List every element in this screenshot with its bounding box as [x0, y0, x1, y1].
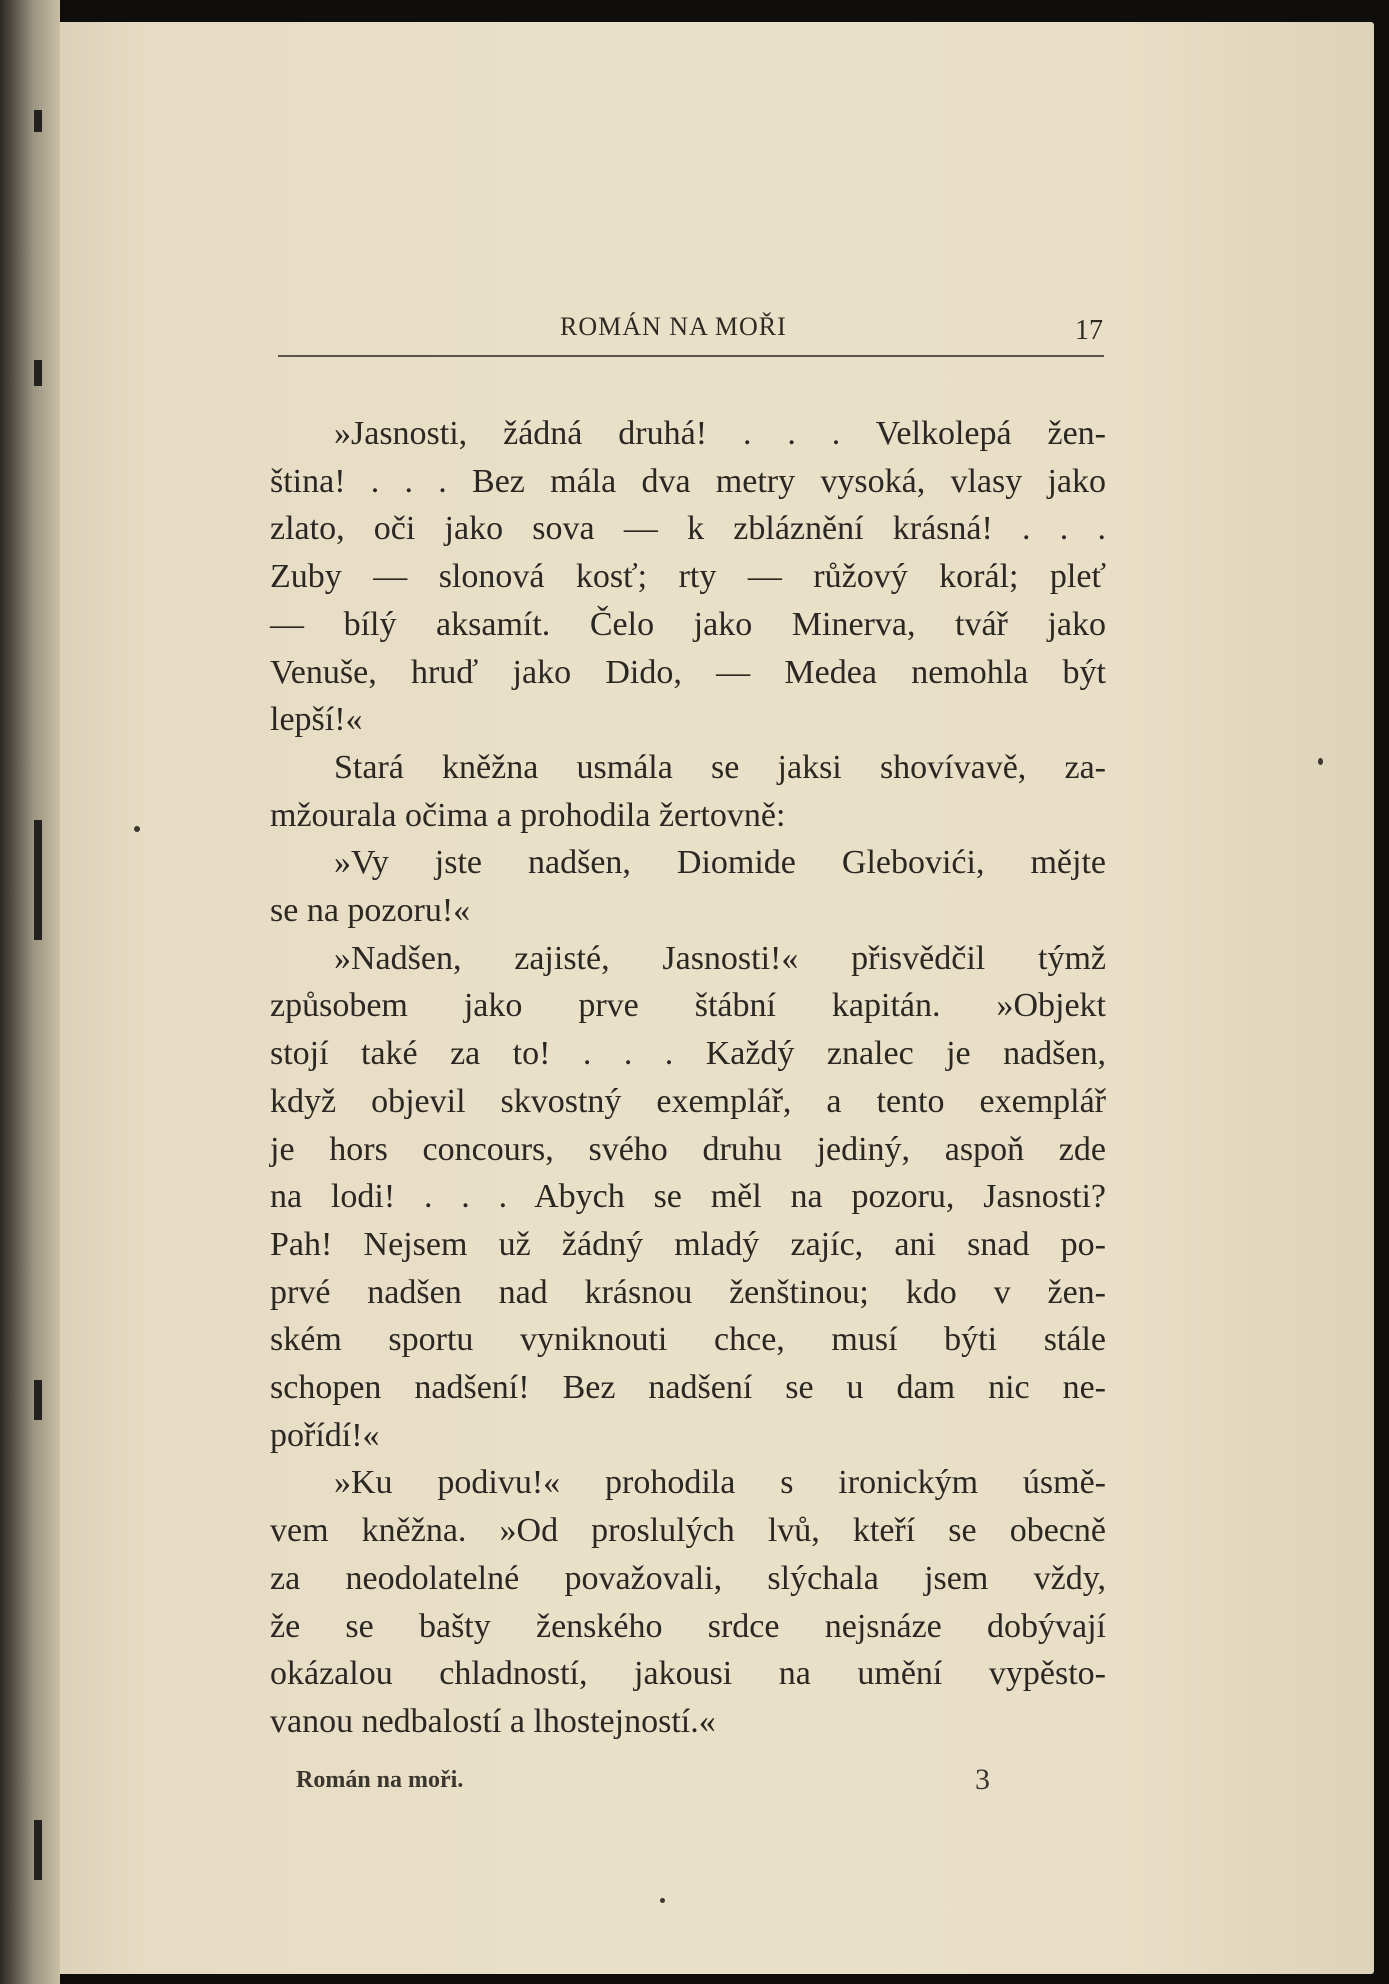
paper-speck	[660, 1898, 665, 1903]
text-line: vanou nedbalostí a lhostejností.«	[270, 1702, 716, 1740]
text-line: Venuše, hruď jako Dido, — Medea nemohla být	[270, 653, 1106, 691]
text-line: »Vy jste nadšen, Diomide Glebovići, mějte	[334, 844, 1106, 882]
text-line: prvé nadšen nad krásnou ženštinou; kdo v žen-	[270, 1273, 1106, 1311]
text-line: — bílý aksamít. Čelo jako Minerva, tvář jako	[270, 605, 1106, 643]
text-line: vem kněžna. »Od proslulých lvů, kteří se obecně	[270, 1512, 1106, 1550]
spine-stitch	[34, 360, 42, 386]
spine-stitch	[34, 820, 42, 940]
text-line: schopen nadšení! Bez nadšení se u dam nic ne-	[270, 1369, 1106, 1407]
text-line: za neodolatelné považovali, slýchala jsem vždy,	[270, 1559, 1106, 1597]
text-line: Pah! Nejsem už žádný mladý zajíc, ani snad po-	[270, 1225, 1106, 1263]
text-line: ském sportu vyniknouti chce, musí býti stále	[270, 1321, 1106, 1359]
body-text	[270, 410, 1106, 1746]
text-line: »Jasnosti, žádná druhá! . . . Velkolepá žen-	[334, 415, 1106, 452]
text-line: okázalou chladností, jakousi na umění vypěsto-	[270, 1655, 1106, 1693]
sheet-number: 3	[975, 1763, 990, 1796]
text-line: pořídí!«	[270, 1416, 380, 1454]
paper-speck	[134, 826, 140, 832]
text-line: zlato, oči jako sova — k zbláznění krásná! . . .	[270, 510, 1106, 548]
text-line: na lodi! . . . Abych se měl na pozoru, Jasnosti?	[270, 1178, 1106, 1216]
text-line: je hors concours, svého druhu jediný, aspoň zde	[270, 1130, 1106, 1168]
text-line: »Nadšen, zajisté, Jasnosti!« přisvědčil týmž	[334, 939, 1106, 977]
page-number: 17	[1075, 315, 1103, 346]
text-line: lepší!«	[270, 701, 363, 739]
text-line: že se bašty ženského srdce nejsnáze dobývají	[270, 1607, 1106, 1645]
header-rule	[278, 355, 1104, 357]
text-line: »Ku podivu!« prohodila s ironickým úsmě-	[334, 1464, 1106, 1502]
text-line: ština! . . . Bez mála dva metry vysoká, vlasy jako	[270, 462, 1106, 500]
text-line: Stará kněžna usmála se jaksi shovívavě, za-	[334, 748, 1106, 786]
text-line: Zuby — slonová kosť; rty — růžový korál; pleť	[270, 558, 1106, 596]
text-line: stojí také za to! . . . Každý znalec je nadšen,	[270, 1035, 1106, 1073]
paper-speck	[1318, 758, 1323, 765]
running-head: ROMÁN NA MOŘI	[560, 312, 787, 341]
spine-stitch	[34, 1820, 42, 1880]
text-line: mžourala očima a prohodila žertovně:	[270, 796, 786, 834]
text-line: se na pozoru!«	[270, 892, 471, 930]
text-line: způsobem jako prve štábní kapitán. »Objekt	[270, 987, 1106, 1025]
spine-stitch	[34, 1380, 42, 1420]
signature-mark: Román na moři.	[296, 1767, 464, 1793]
book-spine	[0, 0, 60, 1984]
text-line: když objevil skvostný exemplář, a tento exemplář	[270, 1082, 1106, 1120]
spine-stitch	[34, 110, 42, 132]
